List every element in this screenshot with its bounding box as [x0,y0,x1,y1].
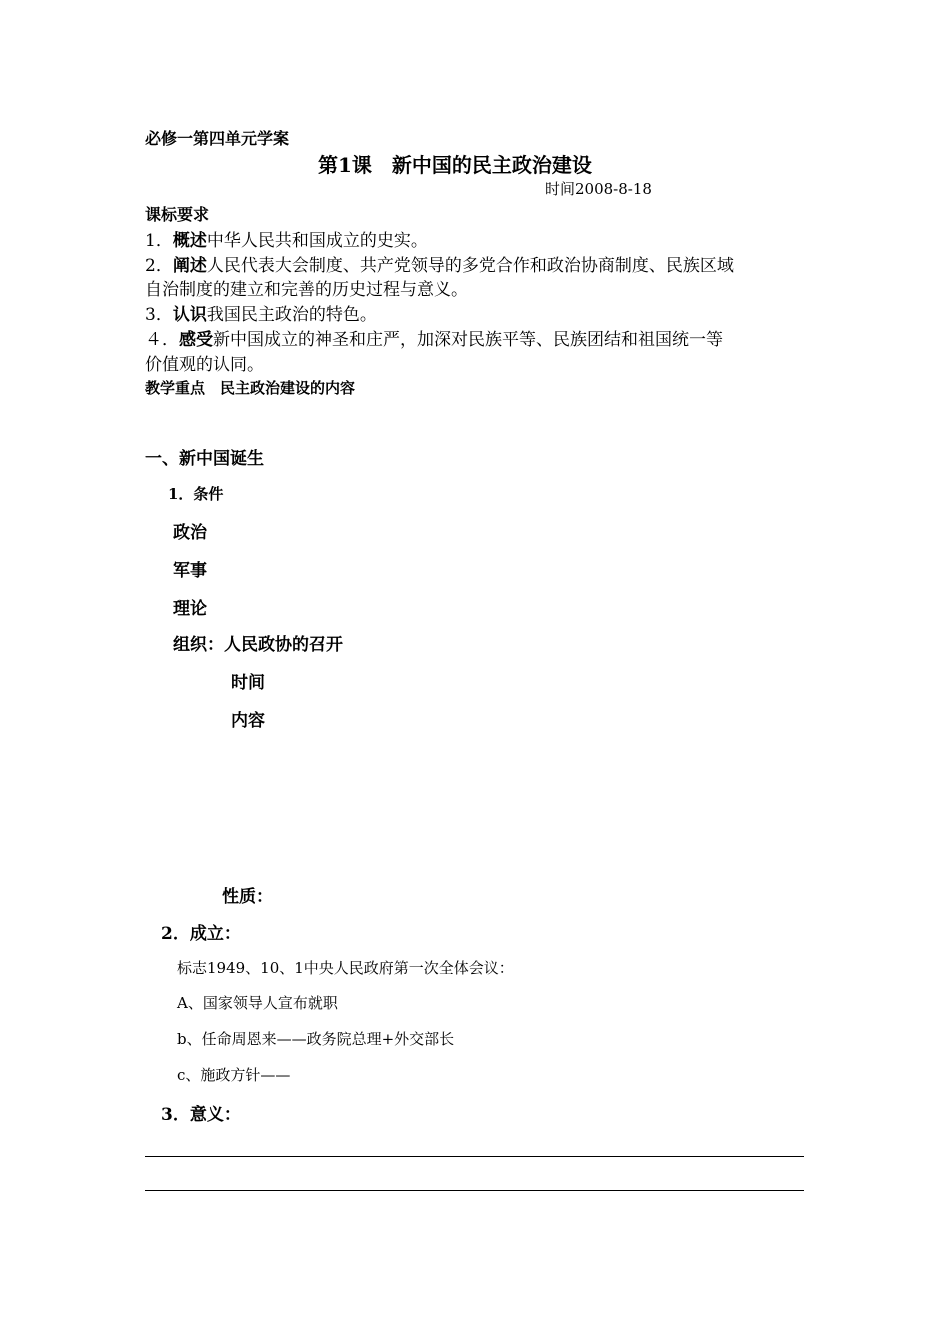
politics-label: 政治 [173,523,207,543]
standard-num: 1． [145,231,173,251]
standards-heading: 课标要求 [145,205,210,224]
standard-num: ４． [145,330,179,350]
standard-item-1 [145,226,428,251]
standard-item-3 [145,300,377,325]
standard-item-2-cont: 自治制度的建立和完善的历史过程与意义。 [145,280,468,300]
standard-verb: 感受 [179,330,213,350]
teaching-focus: 教学重点 民主政治建设的内容 [145,379,356,397]
standard-num: 2． [145,256,173,276]
founding-line: A、国家领导人宣布就职 [177,994,338,1012]
standard-text: 我国民主政治的特色。 [206,305,377,325]
standard-verb: 阐述 [172,256,207,276]
military-label: 军事 [173,561,207,581]
standard-num: 3． [145,305,173,325]
standard-item-2 [145,251,734,276]
standard-text: 人民代表大会制度、共产党领导的多党合作和政治协商制度、民族区域 [206,256,734,276]
standard-text: 中华人民共和国成立的史实。 [206,231,428,251]
founding-line: b、任命周恩来——政务院总理+外交部长 [177,1030,455,1048]
lesson-title: 第1课 新中国的民主政治建设 [318,153,592,177]
time-label: 时间 [231,673,265,693]
organization-label: 组织：人民政协的召开 [173,635,343,655]
section-title: 一、新中国诞生 [145,449,264,469]
founding-line: c、施政方针—— [177,1066,291,1084]
date-label: 时间2008-8-18 [545,180,652,198]
unit-title: 必修一第四单元学案 [145,129,290,148]
founding-line: 标志1949、10、1中央人民政府第一次全体会议： [177,959,514,977]
conditions-label: 1．条件 [168,485,224,503]
founding-label: 2．成立： [161,924,241,944]
standard-item-4-cont: 价值观的认同。 [145,355,264,375]
standard-verb: 认识 [172,305,207,325]
standard-verb: 概述 [172,231,207,251]
significance-label: 3．意义： [161,1105,241,1125]
answer-line [145,1156,804,1157]
standard-item-4 [145,325,723,350]
content-label: 内容 [231,711,265,731]
standard-text: 新中国成立的神圣和庄严，加深对民族平等、民族团结和祖国统一等 [213,330,723,350]
theory-label: 理论 [173,599,207,619]
nature-label: 性质： [222,887,273,907]
answer-line [145,1190,804,1191]
